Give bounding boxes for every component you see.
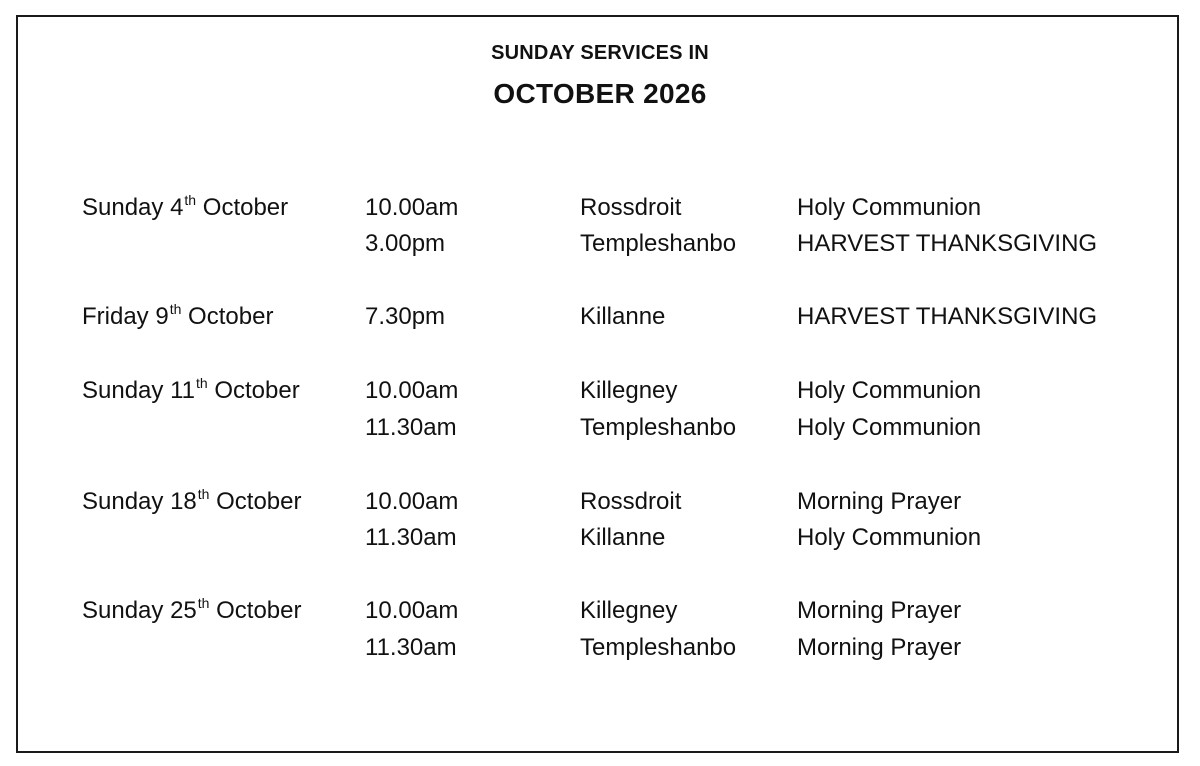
service-cell: HARVEST THANKSGIVING xyxy=(797,303,1098,330)
service-cell: Morning Prayer xyxy=(797,488,962,515)
schedule-row xyxy=(0,412,1200,444)
heading-line-1: SUNDAY SERVICES IN xyxy=(491,42,709,64)
date-month: October xyxy=(207,377,300,404)
time-cell: 10.00am xyxy=(365,488,459,515)
date-month: October xyxy=(196,194,289,221)
date-day: Sunday 25 xyxy=(82,597,197,624)
schedule-row xyxy=(0,522,1200,554)
schedule-row xyxy=(0,595,1200,627)
place-cell: Templeshanbo xyxy=(580,230,737,257)
service-cell: Morning Prayer xyxy=(797,597,962,624)
date-cell xyxy=(82,375,300,407)
date-cell xyxy=(82,486,302,518)
heading-line-2: OCTOBER 2026 xyxy=(493,78,707,109)
time-cell: 10.00am xyxy=(365,597,459,624)
place-cell: Templeshanbo xyxy=(580,414,737,441)
place-cell: Rossdroit xyxy=(580,488,682,515)
date-month: October xyxy=(181,303,274,330)
service-cell: Holy Communion xyxy=(797,524,982,551)
time-cell: 10.00am xyxy=(365,194,459,221)
date-ordinal-suffix: th xyxy=(195,375,208,391)
date-cell xyxy=(82,595,302,627)
place-cell: Rossdroit xyxy=(580,194,682,221)
schedule-row xyxy=(0,375,1200,407)
place-cell: Killegney xyxy=(580,597,678,624)
schedule-row xyxy=(0,632,1200,664)
schedule-row xyxy=(0,192,1200,224)
time-cell: 3.00pm xyxy=(365,230,446,257)
place-cell: Templeshanbo xyxy=(580,634,737,661)
date-ordinal-suffix: th xyxy=(184,192,197,208)
service-cell: Holy Communion xyxy=(797,414,982,441)
date-cell xyxy=(82,192,288,224)
service-cell: Holy Communion xyxy=(797,377,982,404)
place-cell: Killegney xyxy=(580,377,678,404)
service-cell: HARVEST THANKSGIVING xyxy=(797,230,1098,257)
time-cell: 11.30am xyxy=(365,414,457,441)
date-month: October xyxy=(209,597,302,624)
schedule-row xyxy=(0,301,1200,333)
date-ordinal-suffix: th xyxy=(197,486,210,502)
time-cell: 7.30pm xyxy=(365,303,446,330)
date-month: October xyxy=(209,488,302,515)
time-cell: 10.00am xyxy=(365,377,459,404)
service-cell: Holy Communion xyxy=(797,194,982,221)
date-cell xyxy=(82,301,273,333)
schedule-row xyxy=(0,228,1200,260)
time-cell: 11.30am xyxy=(365,634,457,661)
schedule-row xyxy=(0,486,1200,518)
date-day: Sunday 18 xyxy=(82,488,197,515)
date-day: Sunday 11 xyxy=(82,377,195,404)
date-day: Sunday 4 xyxy=(82,194,184,221)
date-ordinal-suffix: th xyxy=(197,595,210,611)
place-cell: Killanne xyxy=(580,303,666,330)
service-cell: Morning Prayer xyxy=(797,634,962,661)
time-cell: 11.30am xyxy=(365,524,457,551)
place-cell: Killanne xyxy=(580,524,666,551)
date-day: Friday 9 xyxy=(82,303,169,330)
date-ordinal-suffix: th xyxy=(169,301,182,317)
